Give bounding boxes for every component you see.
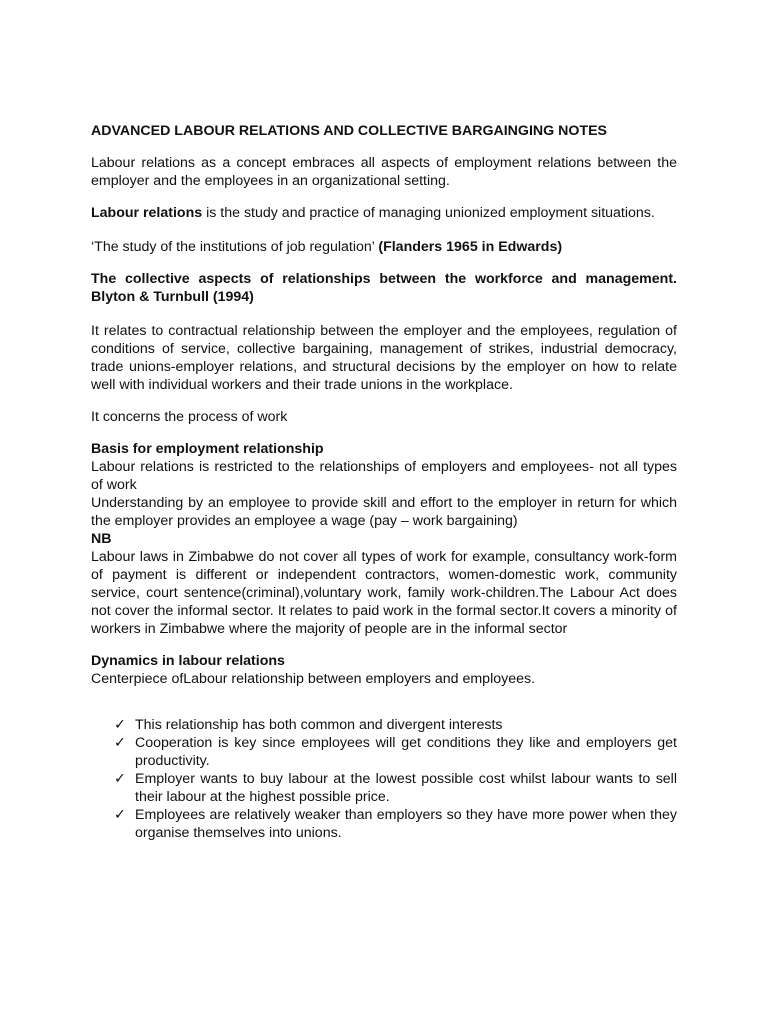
- list-item: [114, 716, 677, 734]
- list-item-text: Cooperation is key since employees will get conditions they like and employers get productivity.: [135, 735, 677, 769]
- paragraph-definition: Labour relations as a concept embraces all aspects of employment relations between the employer and the employees in an organizational setting.: [91, 155, 677, 189]
- paragraph-quote: [91, 238, 677, 256]
- checkmark-icon: ✓: [114, 735, 126, 751]
- paragraph-labour-relations: [91, 204, 677, 222]
- term-labour-relations: Labour relations: [91, 205, 203, 221]
- checkmark-icon: ✓: [114, 771, 126, 787]
- checkmark-icon: ✓: [114, 807, 126, 823]
- paragraph-basis-2: Understanding by an employee to provide skill and effort to the employer in return for which the employer provides an employee a wage (pay – work bargaining): [91, 495, 677, 529]
- quote-text: ‘The study of the institutions of job regulation’: [91, 239, 379, 255]
- list-item-text: This relationship has both common and divergent interests: [135, 717, 503, 733]
- paragraph-process-of-work: It concerns the process of work: [91, 409, 288, 425]
- paragraph-dynamics: Centerpiece ofLabour relationship between employers and employees.: [91, 671, 536, 687]
- paragraph-contractual: It relates to contractual relationship between the employer and the employees, regulation of conditions of service, collective bargaining, management of strikes, industrial democracy, trade unions-employer relations, and structural decisions by the employer on how to relate well with individual workers and their trade unions in the workplace.: [91, 323, 677, 393]
- document-title: ADVANCED LABOUR RELATIONS AND COLLECTIVE BARGAINGING NOTES: [91, 123, 608, 139]
- paragraph-basis-1: Labour relations is restricted to the relationships of employers and employees- not all types of work: [91, 459, 677, 493]
- paragraph-nb: Labour laws in Zimbabwe do not cover all types of work for example, consultancy work-form of payment is different or independent contractors, women-domestic work, community service, court sentence(criminal),voluntary work, family work-children.The Labour Act does not cover the informal sector. It relates to paid work in the formal sector.It covers a minority of workers in Zimbabwe where the majority of people are in the informal sector: [91, 549, 677, 637]
- paragraph-labour-relations-text: is the study and practice of managing unionized employment situations.: [202, 205, 655, 221]
- list-item: [114, 806, 677, 842]
- list-item: [114, 770, 677, 806]
- list-item: [114, 734, 677, 770]
- list-item-text: Employees are relatively weaker than employers so they have more power when they organise themselves into unions.: [135, 807, 677, 841]
- paragraph-collective-aspects: The collective aspects of relationships between the workforce and management. Blyton & Turnbull (1994): [91, 271, 677, 305]
- heading-dynamics: Dynamics in labour relations: [91, 653, 285, 669]
- checkmark-icon: ✓: [114, 717, 126, 733]
- quote-citation: (Flanders 1965 in Edwards): [378, 239, 563, 255]
- heading-basis: Basis for employment relationship: [91, 441, 324, 457]
- heading-nb: NB: [91, 531, 112, 547]
- document-page: [91, 122, 677, 842]
- list-item-text: Employer wants to buy labour at the lowest possible cost whilst labour wants to sell their labour at the highest possible price.: [135, 771, 677, 805]
- checklist: [91, 716, 677, 842]
